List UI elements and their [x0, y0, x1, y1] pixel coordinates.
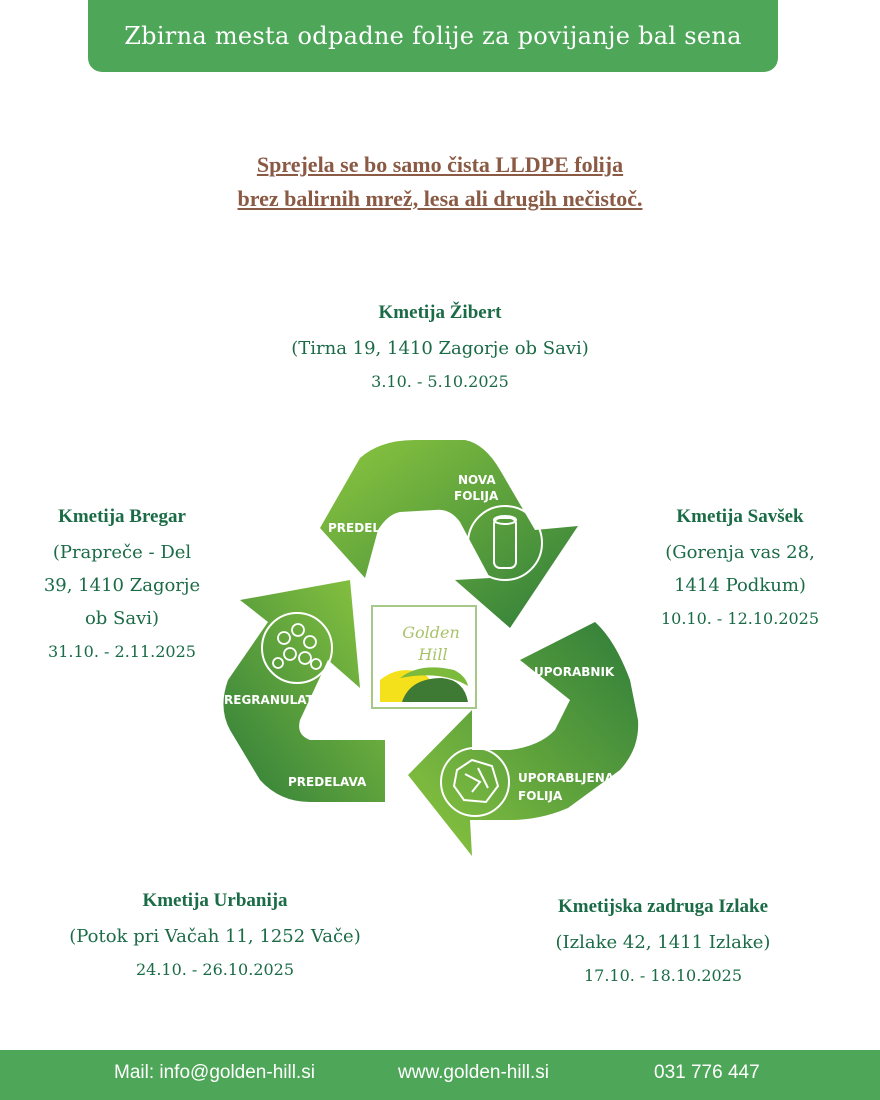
farm-address: (Tirna 19, 1410 Zagorje ob Savi) — [291, 338, 589, 359]
label-folija-top: FOLIJA — [454, 489, 499, 503]
farm-address-line-3: ob Savi) — [84, 608, 160, 629]
farm-name: Kmetija Bregar — [58, 506, 186, 527]
farm-name: Kmetija Žibert — [378, 302, 502, 323]
farm-dates: 10.10. - 12.10.2025 — [660, 609, 820, 628]
label-folija-bottom: FOLIJA — [518, 789, 563, 803]
golden-hill-logo — [372, 606, 476, 708]
notice-line-2: brez balirnih mrež, lesa ali drugih nečistoč. — [237, 186, 643, 211]
recycling-cycle-graphic — [210, 430, 650, 870]
page-title: Zbirna mesta odpadne folije za povijanje bal sena — [124, 22, 742, 50]
farm-address-line-1: (Gorenja vas 28, — [665, 542, 815, 563]
farm-dates: 3.10. - 5.10.2025 — [371, 372, 509, 391]
footer-phone[interactable]: 031 776 447 — [654, 1062, 760, 1083]
label-uporabljena: UPORABLJENA — [518, 771, 615, 785]
farm-address: (Potok pri Vačah 11, 1252 Vače) — [69, 926, 361, 947]
farm-zibert — [240, 298, 640, 399]
logo-word-1: Golden — [402, 623, 460, 642]
farm-name: Kmetijska zadruga Izlake — [557, 896, 769, 917]
farm-address-line-2: 1414 Podkum) — [674, 575, 806, 596]
farm-bregar — [22, 502, 222, 669]
label-predelava-bottom: PREDELAVA — [288, 775, 367, 789]
label-uporabnik: UPORABNIK — [534, 665, 615, 679]
footer-bar — [0, 1050, 880, 1100]
farm-address: (Izlake 42, 1411 Izlake) — [555, 932, 771, 953]
farm-dates: 24.10. - 26.10.2025 — [135, 960, 295, 979]
label-predelava-top: PREDELAVA — [328, 521, 407, 535]
farm-urbanija — [30, 886, 400, 987]
logo-word-2: Hill — [418, 645, 448, 664]
footer-website[interactable]: www.golden-hill.si — [398, 1062, 550, 1083]
footer-email[interactable]: Mail: info@golden-hill.si — [114, 1062, 315, 1083]
farm-address-line-2: 39, 1410 Zagorje — [43, 575, 201, 596]
label-regranulat: REGRANULAT — [224, 693, 314, 707]
notice — [0, 148, 880, 216]
farm-name: Kmetija Savšek — [676, 506, 804, 527]
farm-address-line-1: (Prapreče - Del — [52, 542, 192, 563]
farm-dates: 17.10. - 18.10.2025 — [583, 966, 743, 985]
label-nova: NOVA — [458, 473, 496, 487]
header-banner — [88, 0, 778, 72]
farm-dates: 31.10. - 2.11.2025 — [48, 642, 196, 661]
farm-name: Kmetija Urbanija — [142, 890, 288, 911]
notice-line-1: Sprejela se bo samo čista LLDPE folija — [256, 152, 624, 177]
farm-savsek — [640, 502, 840, 636]
farm-kz-izlake — [500, 892, 826, 993]
